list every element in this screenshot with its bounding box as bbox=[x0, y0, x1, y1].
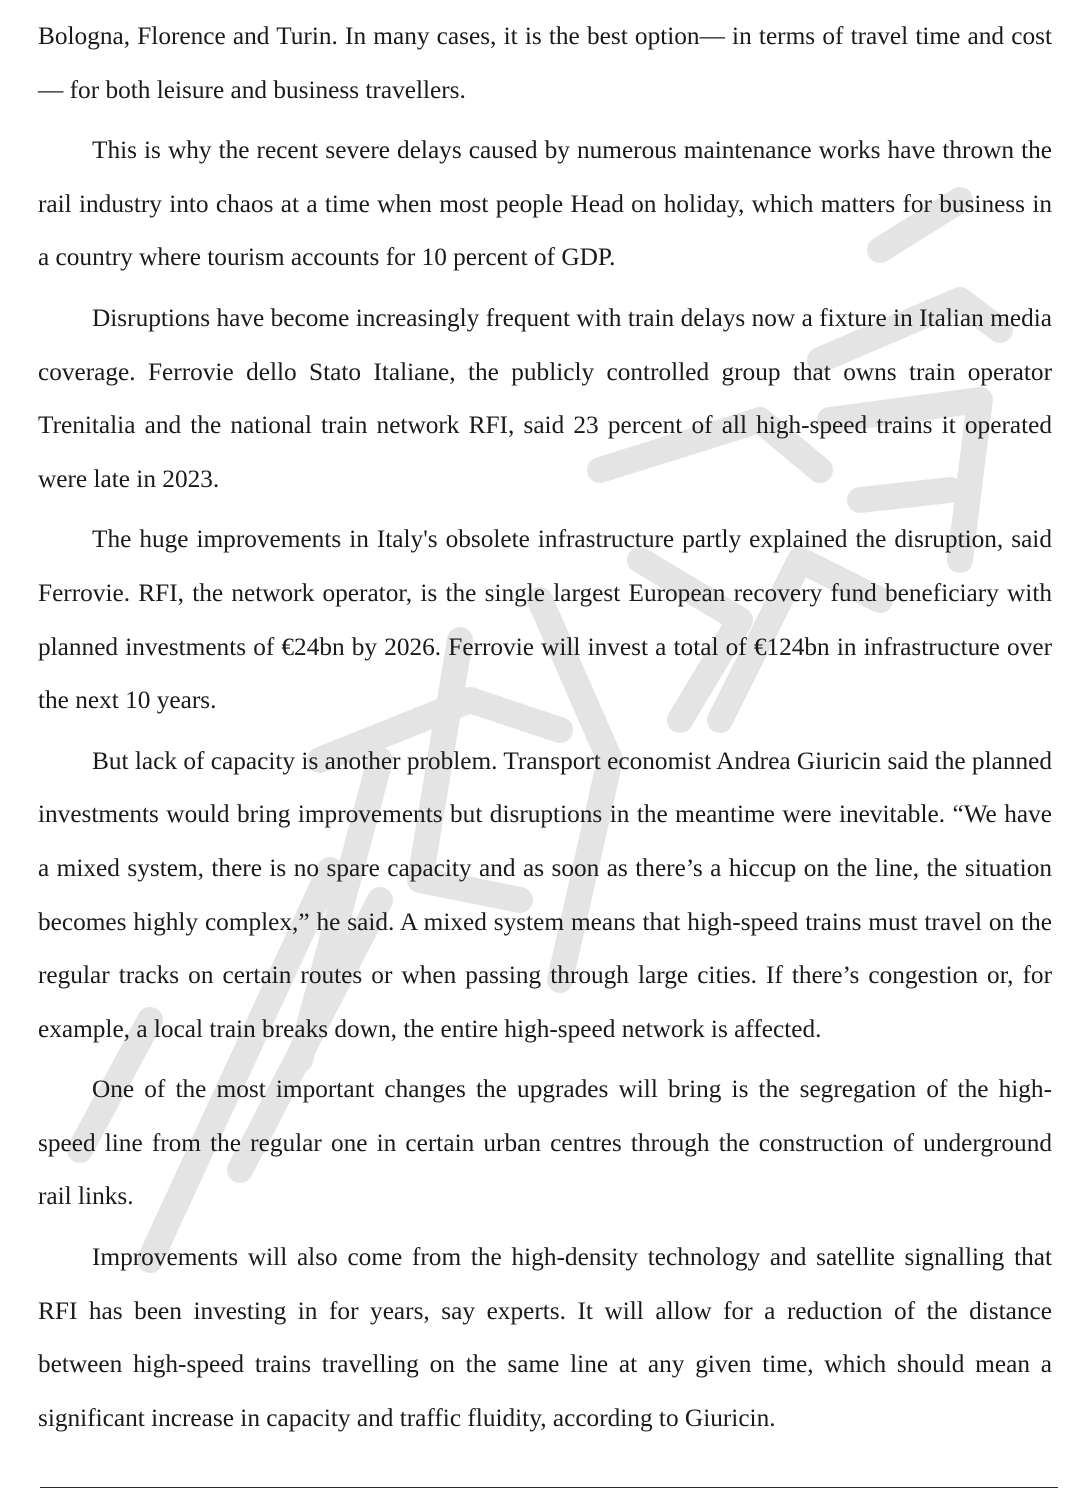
paragraph: One of the most important changes the upgrades will bring is the segregation of the high-speed line from the regular one in certain urban centres through the construction of underground rail links. bbox=[38, 1075, 1052, 1211]
paragraph: Bologna, Florence and Turin. In many cases, it is the best option— in terms of travel time and cost— for both leisure and business travellers. bbox=[38, 22, 1052, 104]
paragraph: This is why the recent severe delays caused by numerous maintenance works have thrown the rail industry into chaos at a time when most people Head on holiday, which matters for business in a country where tourism accounts for 10 percent of GDP. bbox=[38, 136, 1052, 272]
document-body bbox=[38, 10, 1052, 1452]
paragraph: Disruptions have become increasingly frequent with train delays now a fixture in Italian media coverage. Ferrovie dello Stato Italiane, the publicly controlled group that owns train operator Trenitalia and the national train network RFI, said 23 percent of all high-speed trains it operated were late in 2023. bbox=[38, 303, 1052, 493]
paragraph: The huge improvements in Italy's obsolete infrastructure partly explained the disruption, said Ferrovie. RFI, the network operator, is the single largest European recovery fund beneficiary with planned investments of €24bn by 2026. Ferrovie will invest a total of €124bn in infrastructure over the next 10 years. bbox=[38, 525, 1052, 715]
bottom-rule bbox=[40, 1487, 1058, 1488]
paragraph: Improvements will also come from the high-density technology and satellite signalling that RFI has been investing in for years, say experts. It will allow for a reduction of the distance between high-speed trains travelling on the same line at any given time, which should mean a significant increase in capacity and traffic fluidity, according to Giuricin. bbox=[38, 1243, 1052, 1432]
paragraph: But lack of capacity is another problem. Transport economist Andrea Giuricin said the planned investments would bring improvements but disruptions in the meantime were inevitable. “We have a mixed system, there is no spare capacity and as soon as there’s a hiccup on the line, the situation becomes highly complex,” he said. A mixed system means that high-speed trains must travel on the regular tracks on certain routes or when passing through large cities. If there’s congestion or, for example, a local train breaks down, the entire high-speed network is affected. bbox=[38, 746, 1052, 1043]
